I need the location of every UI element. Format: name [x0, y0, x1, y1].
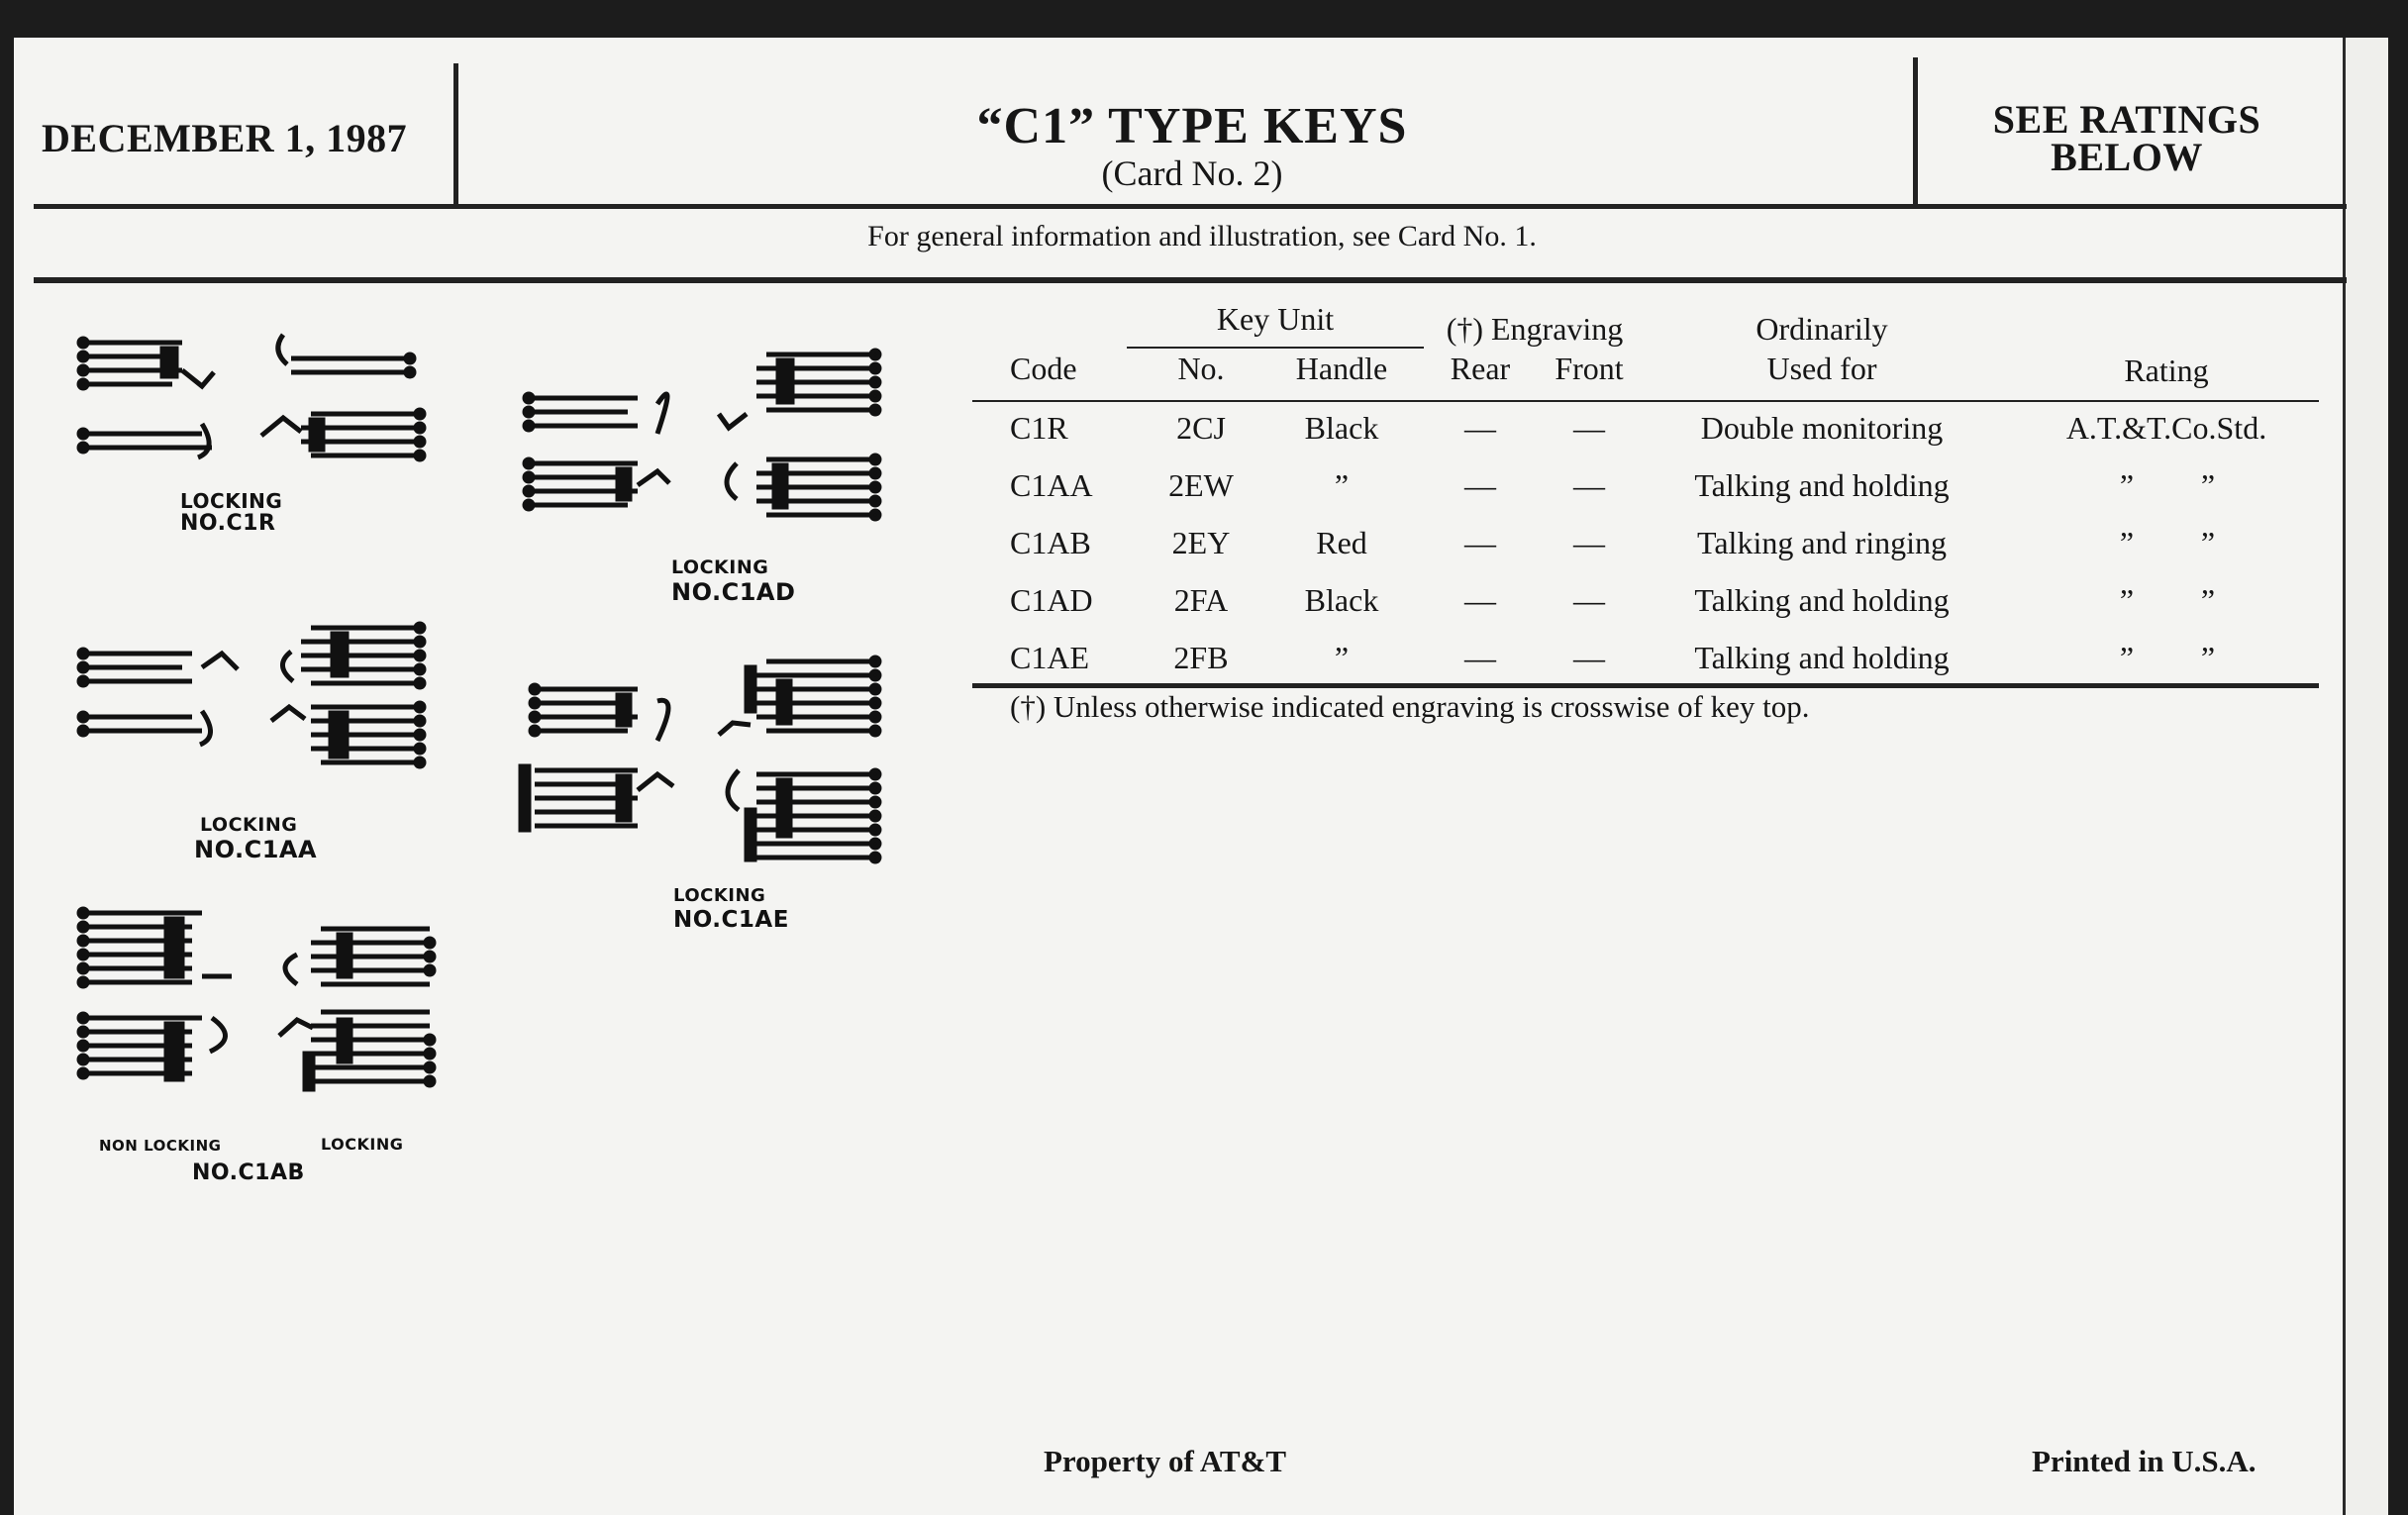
- cell-code: C1AD: [1010, 582, 1093, 618]
- cell-code: C1AE: [1010, 640, 1089, 675]
- cell-rating-ditto: ”: [2119, 582, 2135, 618]
- group-engraving: (†) Engraving: [1446, 311, 1624, 347]
- card-subtitle: (Card No. 2): [1101, 153, 1283, 193]
- header-rule: [34, 204, 2347, 209]
- cell-front: —: [1573, 640, 1605, 675]
- col-code: Code: [1010, 351, 1077, 386]
- label-c1aa-number: NO.C1AA: [194, 836, 318, 863]
- cell-rear: —: [1464, 640, 1496, 675]
- info-rule: [34, 277, 2347, 283]
- cell-code: C1R: [1010, 410, 1068, 446]
- col-no: No.: [1177, 351, 1225, 386]
- group-key-unit: Key Unit: [1216, 301, 1335, 337]
- cell-used-for: Talking and ringing: [1697, 525, 1947, 560]
- label-c1ad-locking: LOCKING: [671, 556, 769, 578]
- label-c1r-number: NO.C1R: [180, 511, 276, 536]
- see-ratings-line1: SEE RATINGS: [1992, 97, 2261, 142]
- diagram-c1ab: [63, 869, 440, 1107]
- footer-printed: Printed in U.S.A.: [2032, 1444, 2257, 1478]
- cell-rating-ditto: ”: [2200, 525, 2216, 560]
- group-ordinarily: Ordinarily: [1756, 311, 1888, 347]
- cell-rating-ditto: ”: [2200, 467, 2216, 503]
- cell-front: —: [1573, 410, 1605, 446]
- cell-rear: —: [1464, 410, 1496, 446]
- cell-front: —: [1573, 582, 1605, 618]
- label-c1ad-number: NO.C1AD: [671, 578, 796, 606]
- general-info: For general information and illustration, see Card No. 1.: [867, 220, 1537, 252]
- table-header-rule: [972, 400, 2319, 402]
- engraving-footnote: (†) Unless otherwise indicated engraving is crosswise of key top.: [1010, 689, 1810, 724]
- cell-no: 2FB: [1173, 640, 1229, 675]
- cell-rating-ditto: ”: [2200, 640, 2216, 675]
- cell-code: C1AB: [1010, 525, 1091, 560]
- cell-code: C1AA: [1010, 467, 1093, 503]
- diagram-c1r: [63, 315, 440, 473]
- table-bottom-rule: [972, 683, 2319, 688]
- diagram-c1ae: [509, 632, 905, 879]
- cell-handle: ”: [1334, 640, 1350, 675]
- footer-property: Property of AT&T: [1044, 1444, 1287, 1478]
- key-card: [14, 38, 2388, 1515]
- diagram-c1ad: [509, 315, 905, 533]
- cell-used-for: Talking and holding: [1694, 467, 1950, 503]
- cell-rating: A.T.&T.Co.Std.: [2065, 410, 2267, 446]
- cell-rating-ditto: ”: [2119, 467, 2135, 503]
- cell-rating-ditto: ”: [2119, 640, 2135, 675]
- diagram-c1aa: [63, 572, 440, 770]
- col-used-for: Used for: [1766, 351, 1877, 386]
- cell-no: 2FA: [1173, 582, 1229, 618]
- cell-rating-ditto: ”: [2119, 525, 2135, 560]
- label-c1ae-number: NO.C1AE: [673, 907, 789, 933]
- cell-no: 2EY: [1171, 525, 1231, 560]
- card-date: DECEMBER 1, 1987: [42, 116, 408, 160]
- see-ratings-note: [1929, 97, 2325, 179]
- label-c1r-locking: LOCKING: [180, 489, 283, 513]
- col-rear: Rear: [1450, 351, 1511, 386]
- cell-handle: Black: [1304, 582, 1379, 618]
- cell-no: 2EW: [1168, 467, 1234, 503]
- label-c1ae-locking: LOCKING: [673, 885, 766, 906]
- cell-front: —: [1573, 467, 1605, 503]
- cell-rear: —: [1464, 467, 1496, 503]
- col-rating: Rating: [2124, 353, 2209, 388]
- key-unit-underline: [1127, 347, 1424, 349]
- col-handle: Handle: [1295, 351, 1388, 386]
- cell-used-for: Talking and holding: [1694, 640, 1950, 675]
- label-c1ab-nonlocking: NON LOCKING: [99, 1137, 222, 1155]
- cell-front: —: [1573, 525, 1605, 560]
- cell-used-for: Double monitoring: [1700, 410, 1944, 446]
- card-title: “C1” TYPE KEYS: [976, 98, 1408, 154]
- cell-handle: ”: [1334, 467, 1350, 503]
- cell-rear: —: [1464, 582, 1496, 618]
- card-edge: [2343, 38, 2388, 1515]
- cell-used-for: Talking and holding: [1694, 582, 1950, 618]
- label-c1ab-number: NO.C1AB: [192, 1161, 305, 1185]
- col-front: Front: [1555, 351, 1624, 386]
- label-c1aa-locking: LOCKING: [200, 814, 298, 836]
- cell-handle: Red: [1316, 525, 1367, 560]
- cell-rating-ditto: ”: [2200, 582, 2216, 618]
- cell-handle: Black: [1304, 410, 1379, 446]
- cell-no: 2CJ: [1176, 410, 1226, 446]
- label-c1ab-locking: LOCKING: [321, 1135, 404, 1154]
- see-ratings-line2: BELOW: [2051, 135, 2203, 179]
- cell-rear: —: [1464, 525, 1496, 560]
